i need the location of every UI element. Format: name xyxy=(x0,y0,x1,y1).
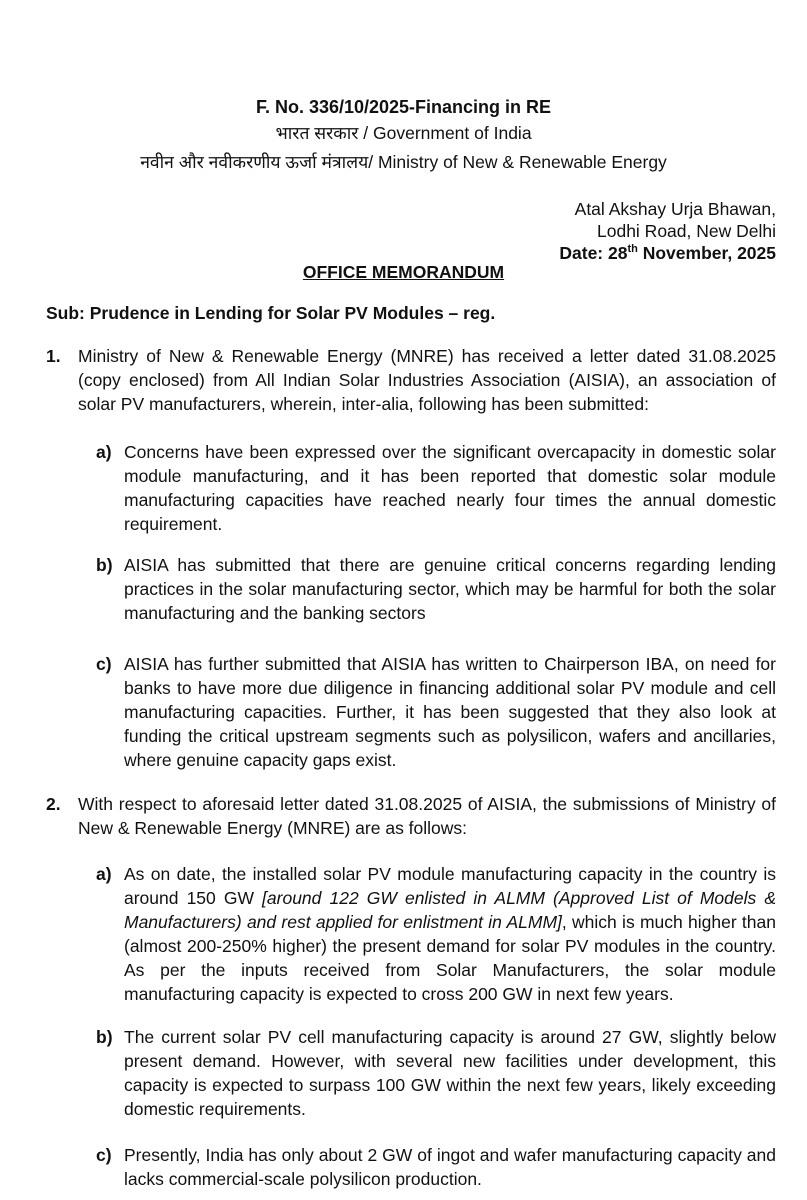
para-2c-text xyxy=(124,1143,776,1191)
para-1c-text xyxy=(124,652,776,772)
para-2c-line: Presently, India has only about 2 GW of ingot and wafer manufacturing capacity and xyxy=(124,1145,776,1165)
date-suffix: November, 2025 xyxy=(637,243,776,263)
para-1a-text xyxy=(124,440,776,536)
para-1b-line: manufacturing and the banking sectors xyxy=(124,603,426,623)
memo-title: OFFICE MEMORANDUM xyxy=(302,262,505,282)
para-2b-line: present demand. However, with several new facilities under development, this xyxy=(124,1051,776,1071)
para-2a-italic-text: [around 122 GW enlisted in ALMM (Approved List of Models & xyxy=(262,888,776,908)
subject-line: Sub: Prudence in Lending for Solar PV Modules – reg. xyxy=(46,303,496,323)
para-2-line: New & Renewable Energy (MNRE) are as follows: xyxy=(78,818,468,838)
para-2b-line: capacity is expected to surpass 100 GW within the next few years, likely exceeding xyxy=(124,1075,776,1095)
para-1b-text xyxy=(124,553,776,625)
para-2b-line: domestic requirements. xyxy=(124,1099,306,1119)
para-1-number: 1. xyxy=(46,346,61,366)
para-2a-plain-text: around 150 GW xyxy=(124,888,263,908)
para-1-line: solar PV manufacturers, wherein, inter-alia, following has been submitted: xyxy=(78,394,649,414)
para-2-line: With respect to aforesaid letter dated 31.08.2025 of AISIA, the submissions of Ministry of xyxy=(78,794,776,814)
para-2a-line: As per the inputs received from Solar Manufacturers, the solar module xyxy=(124,960,776,980)
para-1a-label: a) xyxy=(96,442,112,462)
para-2-text xyxy=(78,792,776,840)
para-1c-line: banks to have more due diligence in financing additional solar PV module and cell xyxy=(124,678,776,698)
para-2-number: 2. xyxy=(46,794,61,814)
para-1-text xyxy=(78,344,776,416)
para-1-line: (copy enclosed) from All Indian Solar Industries Association (AISIA), an association of xyxy=(78,370,776,390)
para-2a-label: a) xyxy=(96,864,112,884)
file-number: F. No. 336/10/2025-Financing in RE xyxy=(255,97,552,117)
para-2b-line: The current solar PV cell manufacturing capacity is around 27 GW, slightly below xyxy=(124,1027,776,1047)
para-2c-line: lacks commercial-scale polysilicon production. xyxy=(124,1169,482,1189)
para-1-line: Ministry of New & Renewable Energy (MNRE) has received a letter dated 31.08.2025 xyxy=(78,346,776,366)
para-2c-label: c) xyxy=(96,1145,112,1165)
date-prefix: Date: 28 xyxy=(559,243,628,263)
para-1a-line: requirement. xyxy=(124,514,223,534)
para-1c-line: manufacturing capacities. Further, it has been suggested that they also look at xyxy=(124,702,776,722)
para-2b-label: b) xyxy=(96,1027,113,1047)
para-1c-line: where genuine capacity gaps exist. xyxy=(124,750,397,770)
para-1a-line: module manufacturing, and it has been reported that domestic solar module xyxy=(124,466,776,486)
para-2a-line: manufacturing capacity is expected to cross 200 GW in next few years. xyxy=(124,984,674,1004)
para-1a-line: manufacturing capacities have reached nearly four times the annual domestic xyxy=(124,490,776,510)
para-2a-line: (almost 200-250% higher) the present demand for solar PV modules in the country. xyxy=(124,936,776,956)
para-2a-text xyxy=(124,862,776,1006)
para-2a-plain-text: , which is much higher than xyxy=(561,912,776,932)
para-1b-line: practices in the solar manufacturing sector, which may be harmful for both the solar xyxy=(124,579,776,599)
para-2a-italic-text: Manufacturers) and rest applied for enlistment in ALMM] xyxy=(124,912,562,932)
address-line-1: Atal Akshay Urja Bhawan, xyxy=(574,199,776,219)
para-2b-text xyxy=(124,1025,776,1121)
para-1c-line: funding the critical upstream segments such as polysilicon, wafers and ancillaries, xyxy=(124,726,776,746)
address-line-2: Lodhi Road, New Delhi xyxy=(597,221,776,241)
para-1c-line: AISIA has further submitted that AISIA has written to Chairperson IBA, on need for xyxy=(124,654,776,674)
para-2a-line: As on date, the installed solar PV module manufacturing capacity in the country is xyxy=(124,864,776,884)
para-2a-line xyxy=(124,910,776,934)
para-2a-line xyxy=(124,886,776,910)
ministry-line: नवीन और नवीकरणीय ऊर्जा मंत्रालय/ Ministry of New & Renewable Energy xyxy=(140,152,667,172)
para-1b-line: AISIA has submitted that there are genuine critical concerns regarding lending xyxy=(124,555,776,575)
government-line: भारत सरकार / Government of India xyxy=(275,123,532,143)
para-1c-label: c) xyxy=(96,654,112,674)
date-superscript: th xyxy=(627,243,638,256)
para-1b-label: b) xyxy=(96,555,113,575)
para-1a-line: Concerns have been expressed over the significant overcapacity in domestic solar xyxy=(124,442,776,462)
